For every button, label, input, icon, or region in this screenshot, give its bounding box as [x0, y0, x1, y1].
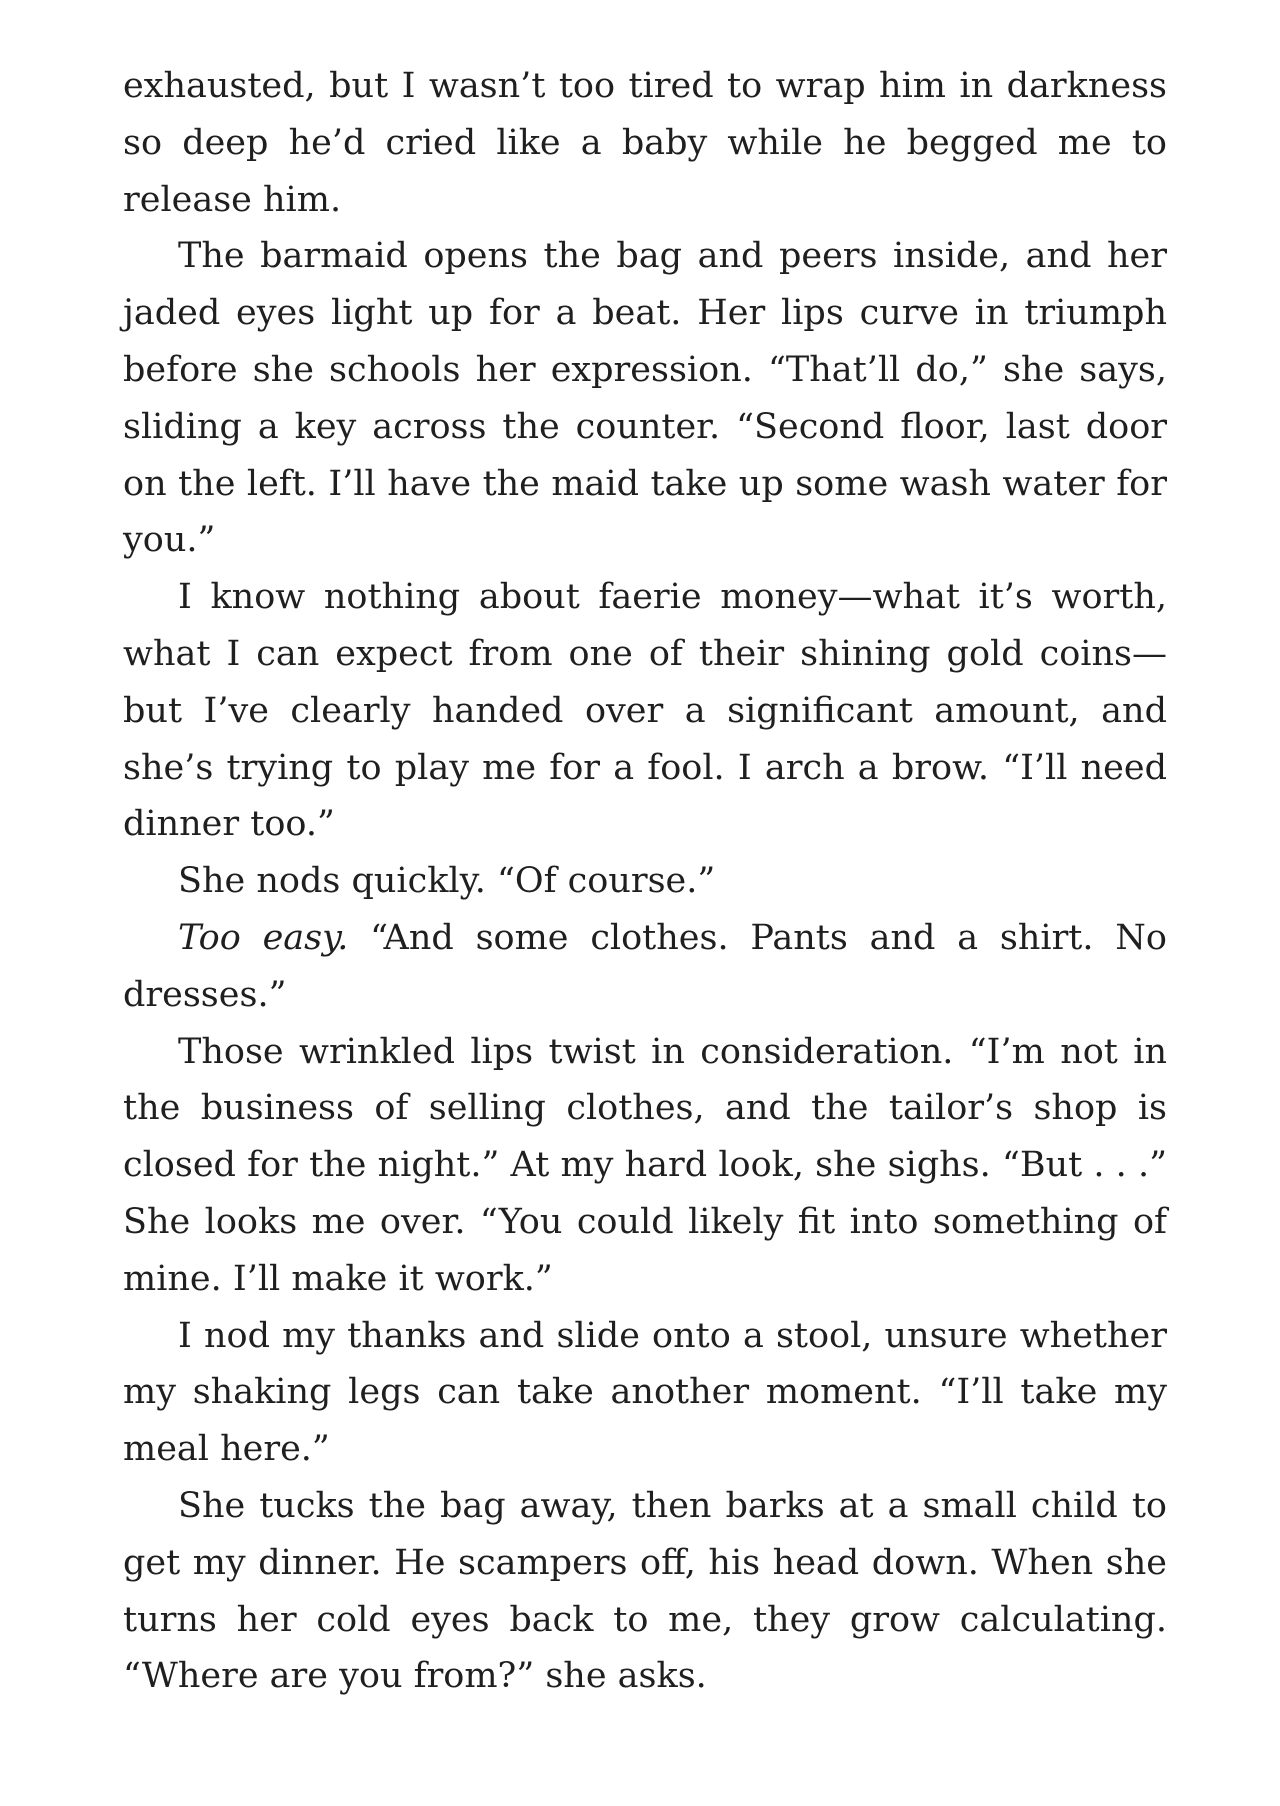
- paragraph-nod-thanks: I nod my thanks and slide onto a stool, unsure whether my shaking legs can take another moment. “I’ll take my meal here.”: [123, 1315, 1167, 1470]
- paragraph-tucks-bag: She tucks the bag away, then barks at a small child to get my dinner. He scampers off, his head down. When she turns her cold eyes back to me, they grow calculating. “Where are you from?” she asks.: [123, 1485, 1167, 1697]
- book-page-body: [123, 58, 1167, 1705]
- paragraph-too-easy: [123, 910, 1167, 1024]
- italic-thought: Too easy.: [178, 917, 349, 958]
- paragraph-wrinkled-lips: Those wrinkled lips twist in consideration. “I’m not in the business of selling clothes, and the tailor’s shop is closed for the night.” At my hard look, she sighs. “But . . .” She looks me over. “You could likely fit into something of mine. I’ll make it work.”: [123, 1031, 1167, 1299]
- paragraph-faerie-money: I know nothing about faerie money—what it’s worth, what I can expect from one of their shining gold coins—but I’ve clearly handed over a significant amount, and she’s trying to play me for a fool. I arch a brow. “I’ll need dinner too.”: [123, 577, 1167, 845]
- paragraph-continued: exhausted, but I wasn’t too tired to wrap him in darkness so deep he’d cried like a baby while he begged me to release him.: [123, 66, 1167, 220]
- paragraph-barmaid-opens-bag: The barmaid opens the bag and peers inside, and her jaded eyes light up for a beat. Her lips curve in triumph before she schools her expression. “That’ll do,” she says, sliding a key across the counter. “Second floor, last door on the left. I’ll have the maid take up some wash water for you.”: [123, 236, 1167, 561]
- paragraph-she-nods: She nods quickly. “Of course.”: [178, 861, 716, 902]
- paragraph-too-easy-rest: “And some clothes. Pants and a shirt. No dresses.”: [123, 917, 1168, 1015]
